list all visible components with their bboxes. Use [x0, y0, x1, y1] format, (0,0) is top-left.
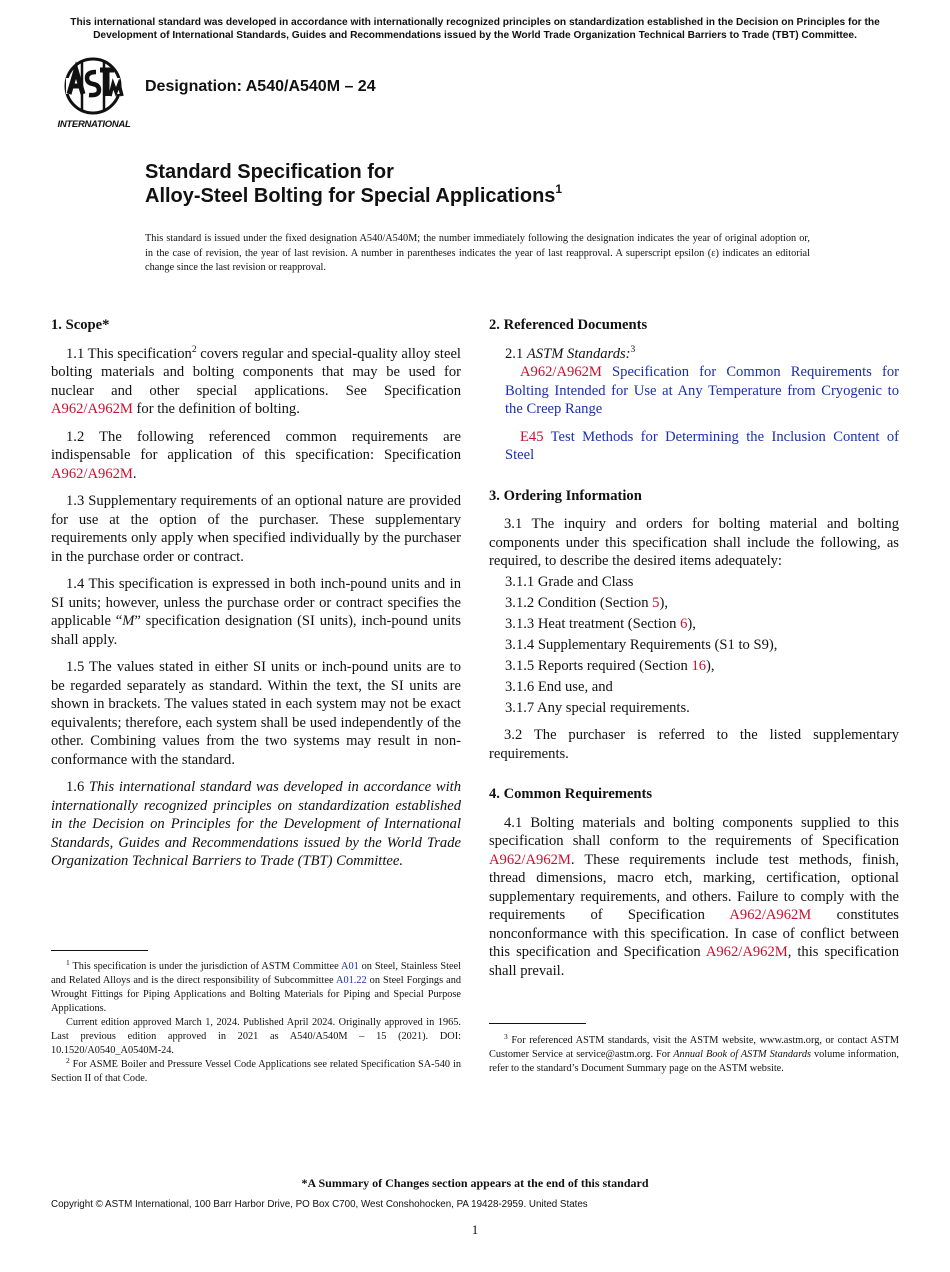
astm-standards-subheading: 2.1 ASTM Standards:$^3$	[505, 344, 636, 362]
footnote-2-mark[interactable]: 2	[191, 344, 197, 355]
copyright-line: Copyright © ASTM International, 100 Barr Harbor Drive, PO Box C700, West Conshohocken, PA 19428-2959. United States	[51, 1199, 588, 1210]
document-title	[145, 160, 845, 208]
scope-para-1-2: 1.2 The following referenced common requirements are indispensable for application of this specification: Specification A962/A962M.	[51, 428, 461, 482]
section-common-requirements	[489, 785, 899, 980]
ordering-heading: 3. Ordering Information	[489, 487, 642, 504]
footnotes-right	[489, 1034, 899, 1076]
title-line-1: Standard Specification for	[145, 161, 394, 183]
footnote-1-edition: Current edition approved March 1, 2024. Published April 2024. Originally approved in 1965. Last previous edition approved in 2021 as A540/A540M – 15 (2021). DOI: 10.1520/A0540_A0540M-24.	[51, 1017, 461, 1056]
link-a01-22[interactable]: A01.22	[336, 975, 367, 986]
ordering-item-3-1-1: 3.1.1 Grade and Class	[505, 573, 634, 590]
common-heading: 4. Common Requirements	[489, 786, 653, 802]
referenced-heading: 2. Referenced Documents	[489, 317, 648, 333]
link-a962[interactable]: A962/A962M	[705, 944, 788, 960]
common-para-4-1: 4.1 Bolting materials and bolting components supplied to this specification shall conform to the requirements of Specification A962/A962M. These requirements include test methods, finish, thread dimensions, macro etch, marking, certification, optional supplementary requirements, and others. Failure to comply with the requirements of Specification A962/A962M constitutes nonconformance with this specification. In case of conflict between this specification and Specification A962/A962M, this specification shall prevail.	[489, 814, 899, 979]
summary-of-changes-note: *A Summary of Changes section appears at the end of this standard	[301, 1176, 649, 1190]
footnote-rule-left	[51, 950, 148, 951]
ref-item-a962[interactable]: A962/A962M Specification for Common Requirements for Bolting Intended for Use at Any Temperature from Cryogenic to the Creep Range	[505, 364, 899, 417]
ordering-item-3-1-2: 3.1.2 Condition (Section 5),	[505, 594, 668, 611]
ordering-para-3-1: 3.1 The inquiry and orders for bolting material and bolting components under this specification shall include the following, as required, to describe the desired items adequately:	[489, 516, 899, 569]
link-a962[interactable]: A962/A962M	[729, 907, 812, 923]
footnote-rule-right	[489, 1023, 586, 1024]
link-a962[interactable]: A962/A962M	[489, 851, 571, 868]
title-footnote-mark[interactable]: 1	[555, 182, 563, 196]
link-section-16[interactable]: 16	[691, 657, 707, 674]
title-line-2	[145, 184, 845, 208]
scope-para-1-6: 1.6 This international standard was developed in accordance with internationally recognized principles on standardization established in the Decision on Principles for the Development of International Standards, Guides and Recommendations issued by the World Trade Organization Technical Barriers to Trade (TBT) Committee.	[51, 779, 462, 869]
link-section-6[interactable]: 6	[680, 615, 688, 632]
left-column	[51, 316, 461, 880]
ordering-item-3-1-4: 3.1.4 Supplementary Requirements (S1 to S9),	[505, 636, 778, 653]
section-ordering-information	[489, 487, 899, 764]
link-a962[interactable]: A962/A962M	[51, 401, 133, 417]
ordering-para-3-2: 3.2 The purchaser is referred to the listed supplementary requirements.	[489, 727, 899, 762]
footnote-1: $^1$ This specification is under the jurisdiction of ASTM Committee A01 on Steel, Stainless Steel and Related Alloys and is the direct responsibility of Subcommittee A01.22 on Steel Forgings and Wrought Fittings for Piping Applications and Bolting Materials for Piping and Special Purpose Applications.	[51, 958, 462, 1014]
ordering-item-3-1-6: 3.1.6 End use, and	[505, 678, 613, 695]
page-number: 1	[471, 1222, 479, 1237]
scope-para-1-1: 1.1 This specification$^2$ covers regular and special-quality alloy steel bolting materials and bolting components that may be used for nuclear and other special applications. See Specification A962/A962M for the definition of bolting.	[51, 344, 461, 417]
section-referenced-documents	[489, 316, 899, 465]
footnote-3-mark[interactable]: 3	[630, 344, 636, 355]
issue-note: This standard is issued under the fixed designation A540/A540M; the number immediately following the designation indicates the year of original adoption or, in the case of revision, the year of last revision. A number in parentheses indicates the year of last reapproval. A superscript epsilon (ε) indicates an editorial change since the last revision or reapproval.	[145, 233, 810, 273]
title-line-2-text: Alloy-Steel Bolting for Special Applications	[145, 185, 556, 207]
top-notice: This international standard was developed in accordance with internationally recognized principles on standardization established in the Decision on Principles for the Development of International Standards, Guides and Recommendations issued by the World Trade Organization Technical Barriers to Trade (TBT) Committee.	[70, 17, 880, 41]
scope-para-1-4: 1.4 This specification is expressed in both inch-pound units and in SI units; however, unless the purchase order or contract specifies the applicable “M” specification designation (SI units), inch-pound units shall apply.	[51, 576, 461, 648]
footnote-2: $^2$ For ASME Boiler and Pressure Vessel Code Applications see related Specification SA-540 in Section II of that Code.	[51, 1056, 461, 1084]
ordering-item-3-1-7: 3.1.7 Any special requirements.	[505, 699, 690, 716]
logo-caption: INTERNATIONAL	[57, 119, 131, 130]
scope-heading: 1. Scope*	[51, 317, 110, 333]
link-a962[interactable]: A962/A962M	[51, 465, 133, 482]
link-section-5[interactable]: 5	[652, 594, 660, 611]
designation: Designation: A540/A540M – 24	[145, 78, 376, 95]
link-a01[interactable]: A01	[341, 961, 359, 972]
ref-item-e45[interactable]: E45 Test Methods for Determining the Inclusion Content of Steel	[505, 428, 899, 463]
ordering-item-3-1-3: 3.1.3 Heat treatment (Section 6),	[505, 615, 696, 632]
scope-para-1-3: 1.3 Supplementary requirements of an optional nature are provided for use at the option of the purchaser. These supplementary requirements only apply when specified individually by the purchaser in the purchase order or contract.	[51, 493, 461, 565]
ordering-item-3-1-5: 3.1.5 Reports required (Section 16),	[505, 657, 715, 674]
astm-logo	[52, 56, 134, 132]
scope-para-1-5: 1.5 The values stated in either SI units or inch-pound units are to be regarded separately as standard. Within the text, the SI units are shown in brackets. The values stated in each system may not be exact equivalents; therefore, each system shall be used independently of the other. Combining values from the two systems may result in non-conformance with the standard.	[51, 659, 461, 768]
footnotes-left	[51, 960, 461, 1086]
footnote-3: $^3$ For referenced ASTM standards, visit the ASTM website, www.astm.org, or contact ASTM Customer Service at service@astm.org. For Annual Book of ASTM Standards volume information, refer to the standard’s Document Summary page on the ASTM website.	[489, 1032, 899, 1074]
right-column	[489, 316, 899, 989]
